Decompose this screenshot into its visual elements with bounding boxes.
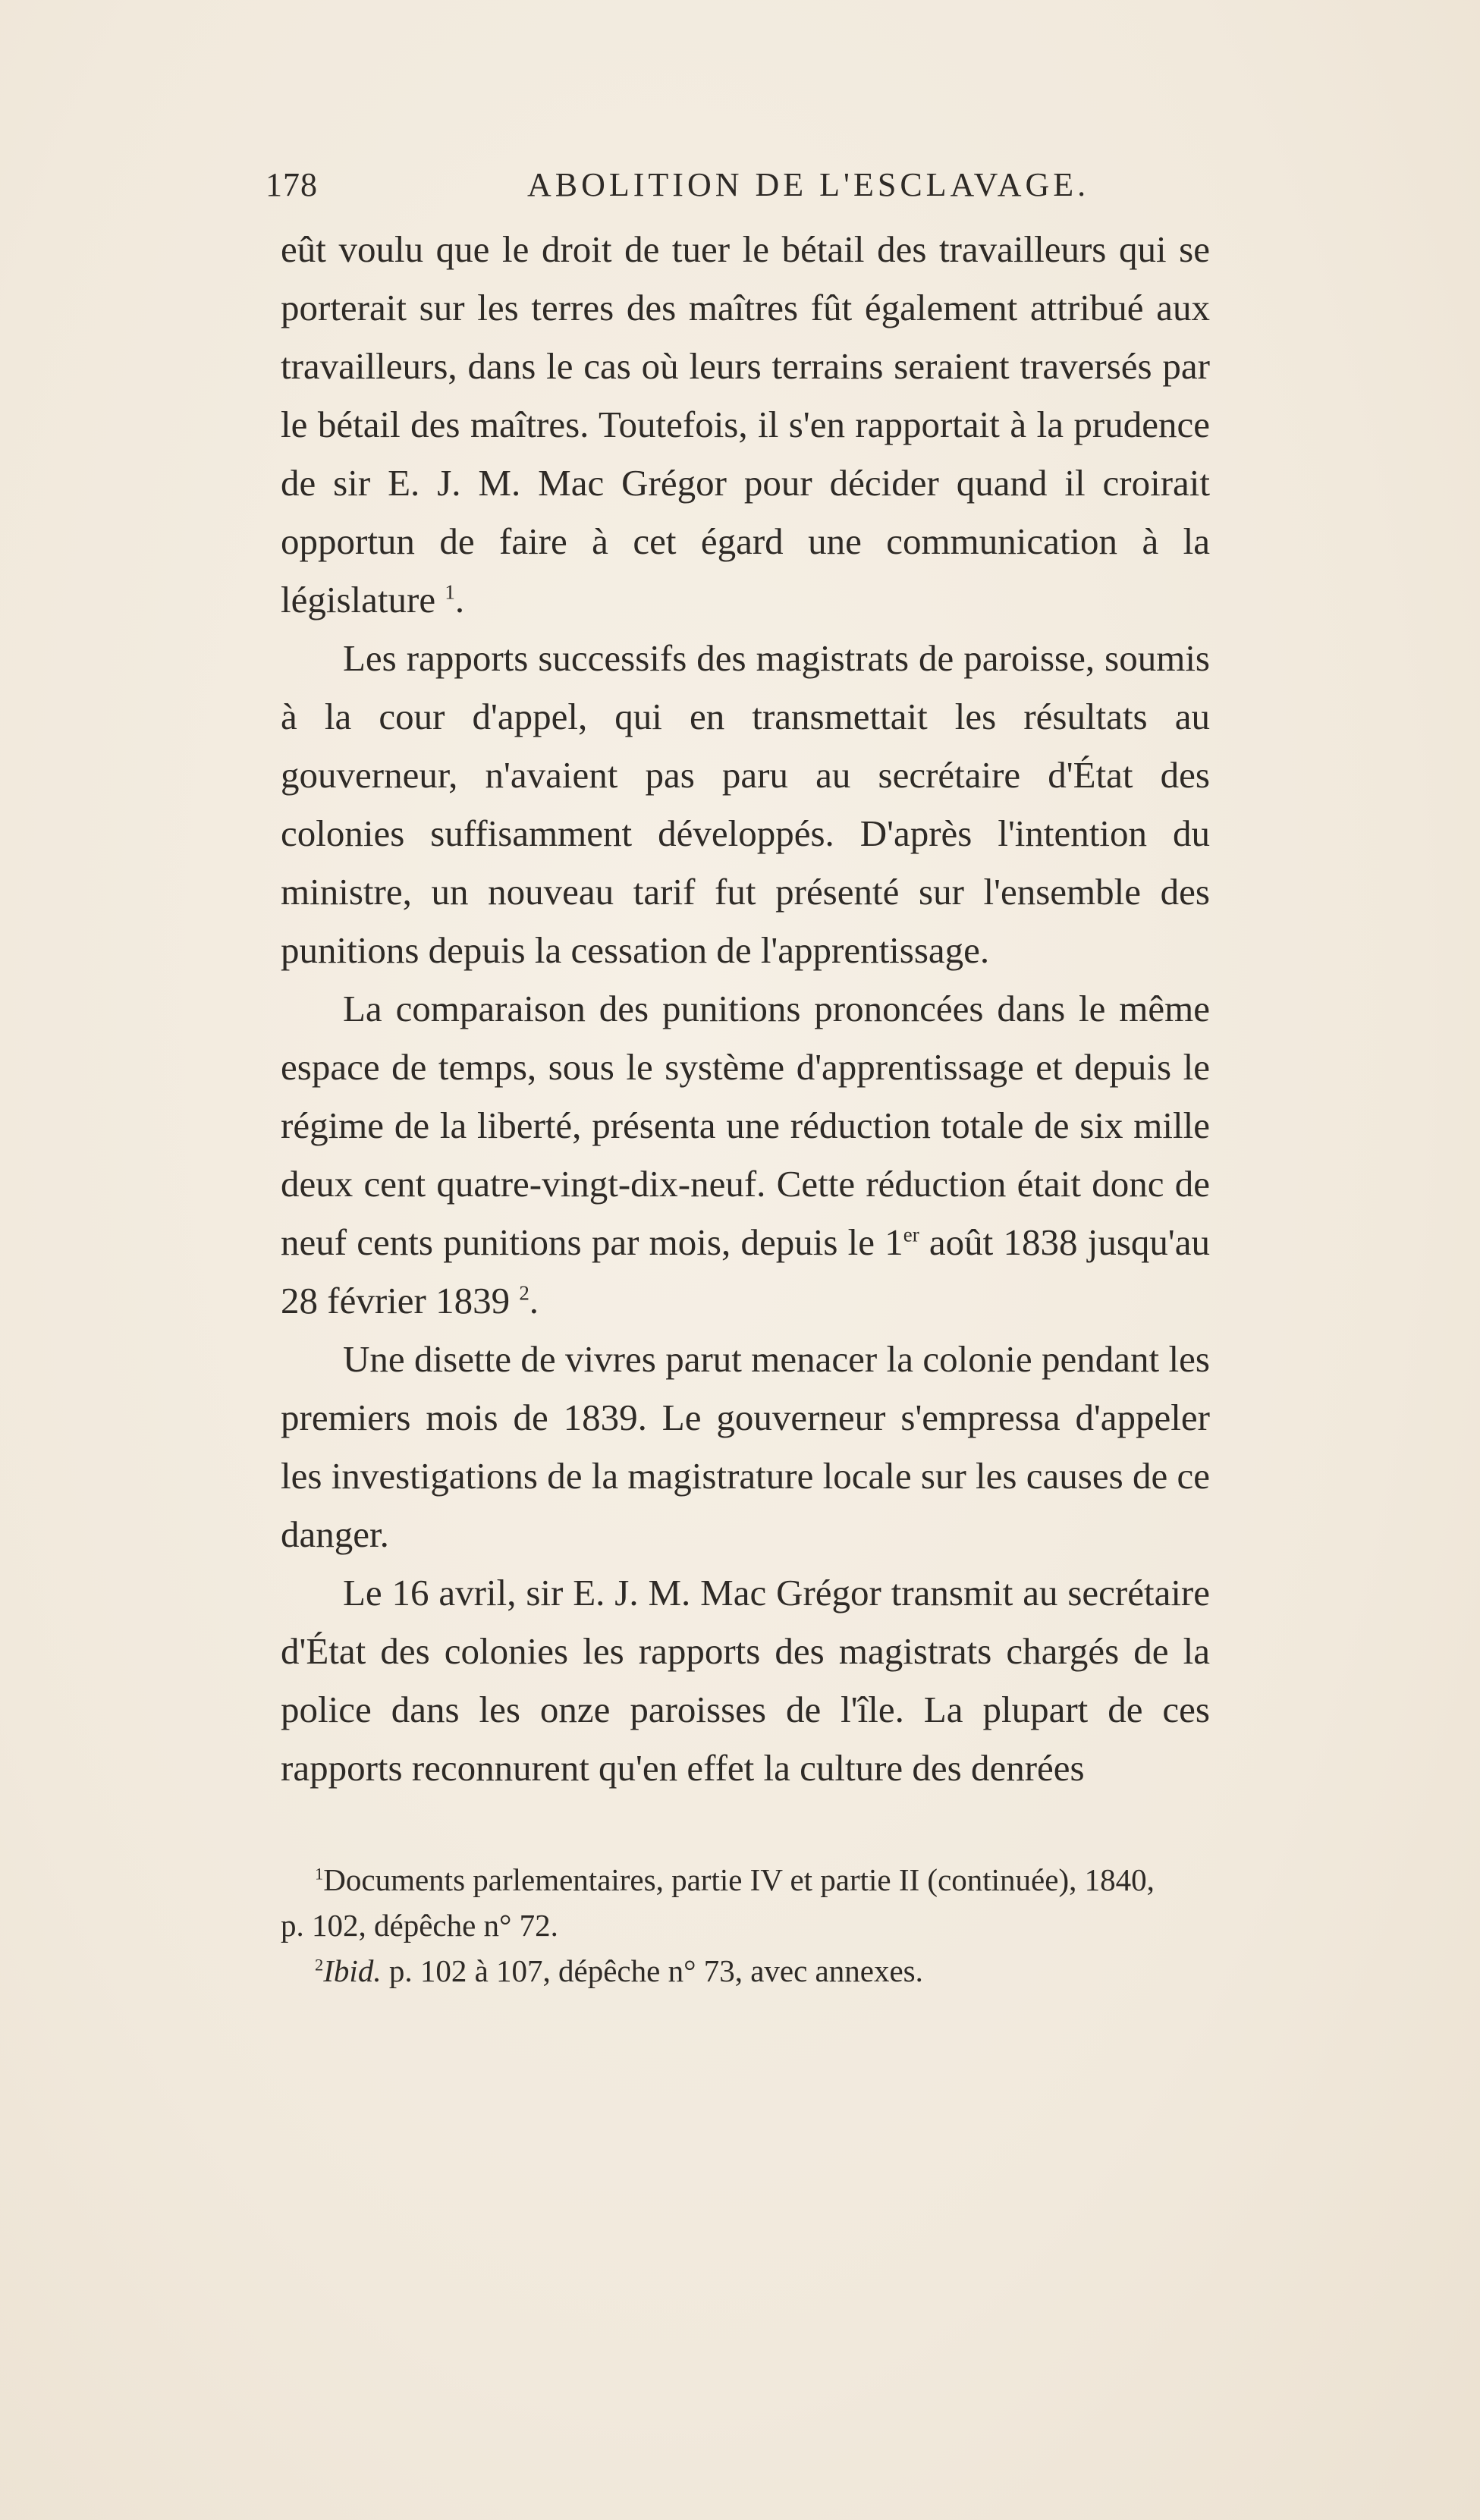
main-text (281, 220, 1210, 1797)
page-number: 178 (266, 166, 318, 203)
footnote-1: $^1$Documents parlementaires, partie IV et partie II (continuée), 1840, (315, 1862, 1155, 1897)
paragraph-5: Le 16 avril, sir E. J. M. Mac Grégor transmit au secrétaire d'État des colonies les rapports des magistrats chargés de la police dans les onze paroisses de l'île. La plupart de ces rapports reconnurent qu'en effet la culture des denrées (281, 1572, 1210, 1789)
footnote-1-continuation: p. 102, dépêche n° 72. (281, 1908, 558, 1943)
footnote-marker-1: 1 (315, 1864, 324, 1884)
running-title: ABOLITION DE L'ESCLAVAGE. (527, 166, 1090, 203)
footnote-ref-2: 2 (519, 1281, 529, 1305)
paragraph-3: La comparaison des punitions prononcées dans le même espace de temps, sous le système d'apprentissage et depuis le régime de la liberté, présenta une réduction totale de six mille deux cent quatre-vingt-dix-neuf. Cette réduction était donc de neuf cents punitions par mois, depuis le 1er août 1838 jusqu'au 28 février 1839 $^2$. (281, 988, 1211, 1321)
paragraph-2: Les rapports successifs des magistrats de paroisse, soumis à la cour d'appel, qui en transmettait les résultats au gouverneur, n'avaient pas paru au secrétaire d'État des colonies suffisamment développés. D'après l'intention du ministre, un nouveau tarif fut présenté sur l'ensemble des punitions depuis la cessation de l'apprentissage. (281, 637, 1210, 971)
footnote-ref-1: 1 (445, 580, 455, 604)
footnotes (281, 1857, 1210, 1994)
footnote-2: $^2$Ibid. p. 102 à 107, dépêche n° 73, avec annexes. (315, 1953, 923, 1988)
paragraph-1: eût voulu que le droit de tuer le bétail des travailleurs qui se porterait sur les terres des maîtres fût également attribué aux travailleurs, dans le cas où leurs terrains seraient traversés par le bétail des maîtres. Toutefois, il s'en rapportait à la prudence de sir E. J. M. Mac Grégor pour décider quand il croirait opportun de faire à cet égard une communication à la législature $^1$. (281, 228, 1210, 621)
footnote-marker-2: 2 (315, 1955, 324, 1975)
paragraph-4: Une disette de vivres parut menacer la colonie pendant les premiers mois de 1839. Le gouverneur s'empressa d'appeler les investigations de la magistrature locale sur les causes de ce danger. (281, 1338, 1210, 1555)
superscript-er: er (903, 1223, 919, 1246)
